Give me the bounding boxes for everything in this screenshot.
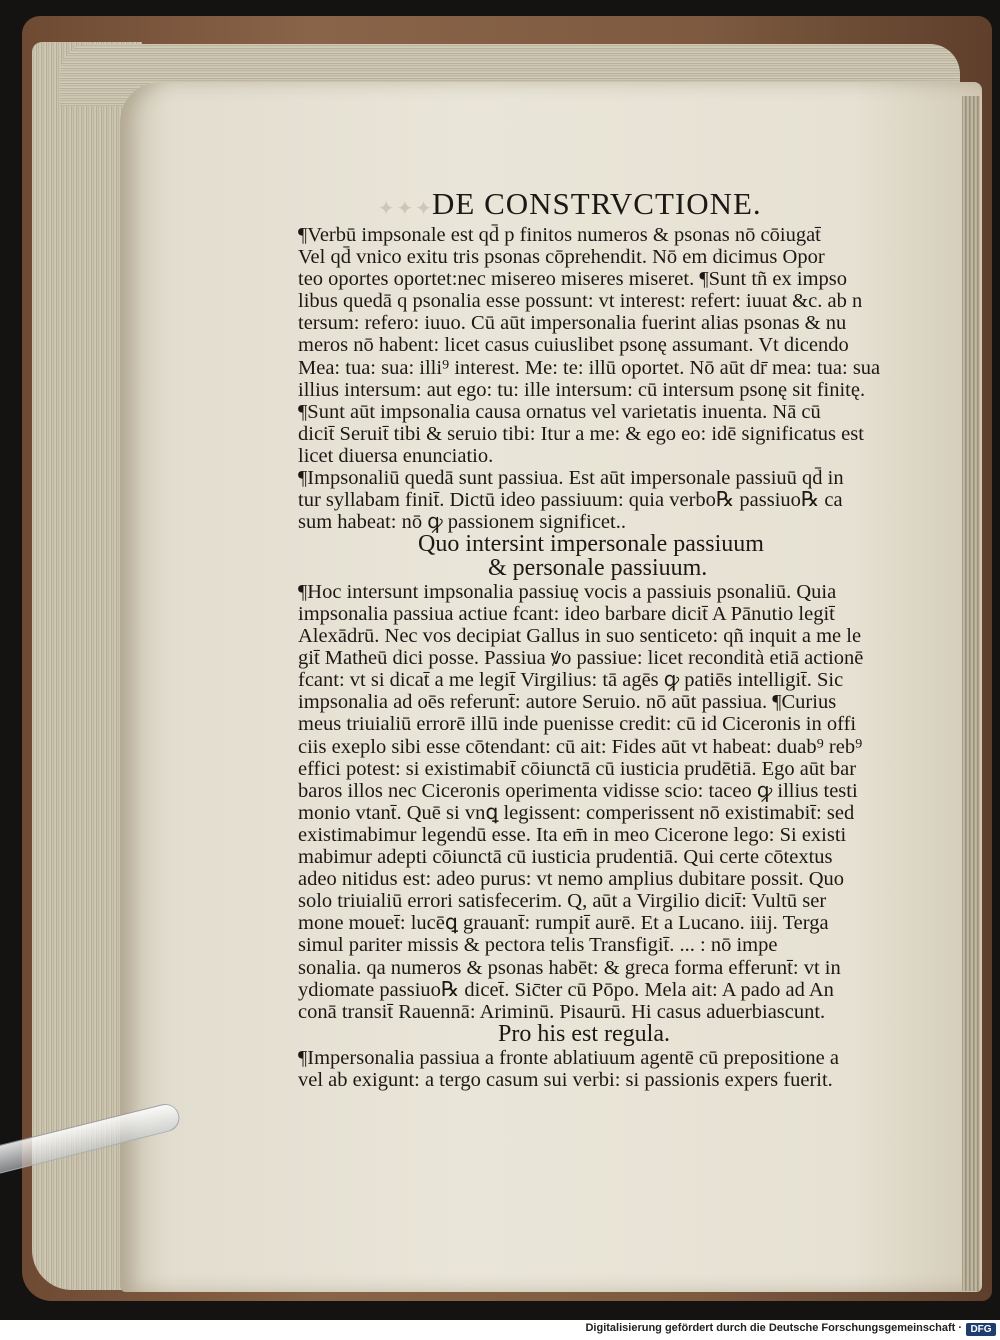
text-line: mabimur adepti cōiunctā cū iusticia prudentiā. Qui certe cōtextus bbox=[298, 846, 833, 869]
text-line: libus quedā q psonalia esse possunt: vt interest: refert: iuuat &c. ab n bbox=[298, 290, 863, 313]
footer-bar bbox=[0, 1320, 1000, 1340]
text-line: adeo nitidus est: adeo purus: vt nemo amplius dubitare possit. Quo bbox=[298, 868, 845, 891]
text-line: ¶Verbū impsonale est qd̄ p finitos numeros & psonas nō cōiugat̄ bbox=[298, 224, 821, 246]
text-line: existimabimur legendū esse. Ita em̄ in meo Cicerone lego: Si existi bbox=[298, 823, 847, 846]
section-heading: Quo intersint impersonale passiuum bbox=[418, 533, 764, 558]
page-right-edges bbox=[962, 96, 980, 1291]
text-line: ydiomate passiuo℞ dicet̄. Sic̄ter cū Pōpo. Mela ait: A pado ad An bbox=[298, 978, 834, 1001]
footer-credit: Digitalisierung gefördert durch die Deutsche Forschungsgemeinschaft · bbox=[585, 1322, 962, 1334]
section-heading: & personale passiuum. bbox=[488, 557, 708, 581]
text-line: ¶Impsonaliū quedā sunt passiua. Est aūt impersonale passiuū qd̄ in bbox=[298, 467, 844, 490]
text-line: meus triuialiū errorē illū inde puenisse credit: cū id Ciceronis in offi bbox=[298, 713, 857, 736]
text-line: monio vtant̄. Quē si vnꝗ legissent: comperissent nō existimabit̄: sed bbox=[298, 801, 855, 824]
text-line: sum habeat: nō ꝙ passionem significet.. bbox=[298, 511, 626, 534]
text-line: git̄ Matheū dici posse. Passiua ꝟo passiue: licet recondità etiā actionē bbox=[298, 647, 864, 670]
text-line: conā transit̄ Rauennā: Ariminū. Pisaurū. Hi casus aduerbiascunt. bbox=[298, 1000, 826, 1023]
text-line: sonalia. qa numeros & psonas habēt: & greca forma efferunt̄: vt in bbox=[298, 956, 841, 979]
body-text bbox=[298, 224, 938, 1091]
text-line: teo oportes oportet:nec misereo miseres miseret. ¶Sunt tñ ex impso bbox=[298, 268, 848, 291]
text-line: baros illos nec Ciceronis operimenta vidisse scio: taceo ꝙ illius testi bbox=[298, 779, 858, 802]
show-through-header: ✦✦✦ bbox=[375, 198, 432, 220]
section-heading: Pro his est regula. bbox=[498, 1022, 670, 1047]
text-line: solo triuialiū errori satisfecerim. Q, aūt a Virgilio dicit̄: Vultū ser bbox=[298, 890, 827, 913]
text-line: licet diuersa enunciatio. bbox=[298, 444, 494, 467]
text-line: ¶Impersonalia passiua a fronte ablatiuum agentē cū prepositione a bbox=[298, 1046, 839, 1069]
page-header: DE CONSTRVCTIONE. bbox=[432, 186, 762, 221]
text-line: Vel qd̄ vnico exitu tris psonas cōprehendit. Nō em dicimus Opor bbox=[298, 246, 825, 269]
text-line: mone mouet̄: lucēꝗ grauant̄: rumpit̄ aurē. Et a Lucano. iiij. Terga bbox=[298, 912, 829, 935]
text-line: ¶Hoc intersunt impsonalia passiuę vocis a passiuis psonaliū. Quia bbox=[298, 580, 837, 603]
text-line: fcant: vt si dicat̄ a me legit̄ Virgilius: tā agēs ꝙ patiēs intelligit̄. Sic bbox=[298, 669, 844, 692]
text-line: tersum: refero: iuuo. Cū aūt impersonalia fuerint alias psonas & nu bbox=[298, 312, 847, 335]
text-line: effici potest: si existimabit̄ cōiunctā cū iusticia prudētiā. Ego aūt bar bbox=[298, 757, 857, 780]
text-line: Alexādrū. Nec vos decipiat Gallus in suo senticeto: qñ inquit a me le bbox=[298, 625, 862, 648]
text-line: illius intersum: aut ego: tu: ille intersum: cū intersum psonę sit finitę. bbox=[298, 378, 866, 401]
text-line: meros nō habent: licet casus cuiuslibet psonę assumant. Vt dicendo bbox=[298, 334, 849, 357]
text-line: impsonalia passiua actiue fcant: ideo barbare dicit̄ A Pānutio legit̄ bbox=[298, 603, 835, 625]
text-line: simul pariter missis & pectora telis Transfigit̄. ... : nō impe bbox=[298, 934, 778, 957]
text-line: tur syllabam finit̄. Dictū ideo passiuum: quia verbo℞ passiuo℞ ca bbox=[298, 489, 843, 512]
dfg-logo: DFG bbox=[966, 1323, 996, 1336]
text-line: Mea: tua: sua: illi⁹ interest. Me: te: illū oportet. Nō aūt dr̄ mea: tua: sua bbox=[298, 356, 881, 379]
text-line: dicit̄ Seruit̄ tibi & seruio tibi: Itur a me: & ego eo: idē significatus est bbox=[298, 422, 864, 445]
text-line: ¶Sunt aūt impsonalia causa ornatus vel varietatis inuenta. Nā cū bbox=[298, 400, 821, 423]
text-line: impsonalia ad oēs referunt̄: autore Seruio. nō aūt passiua. ¶Curius bbox=[298, 691, 837, 714]
text-line: vel ab exigunt: a tergo casum sui verbi: si passionis expers fuerit. bbox=[298, 1068, 833, 1091]
text-line: ciis exeplo sibi esse cōtendant: cū ait: Fides aūt vt habeat: duab⁹ reb⁹ bbox=[298, 735, 863, 758]
